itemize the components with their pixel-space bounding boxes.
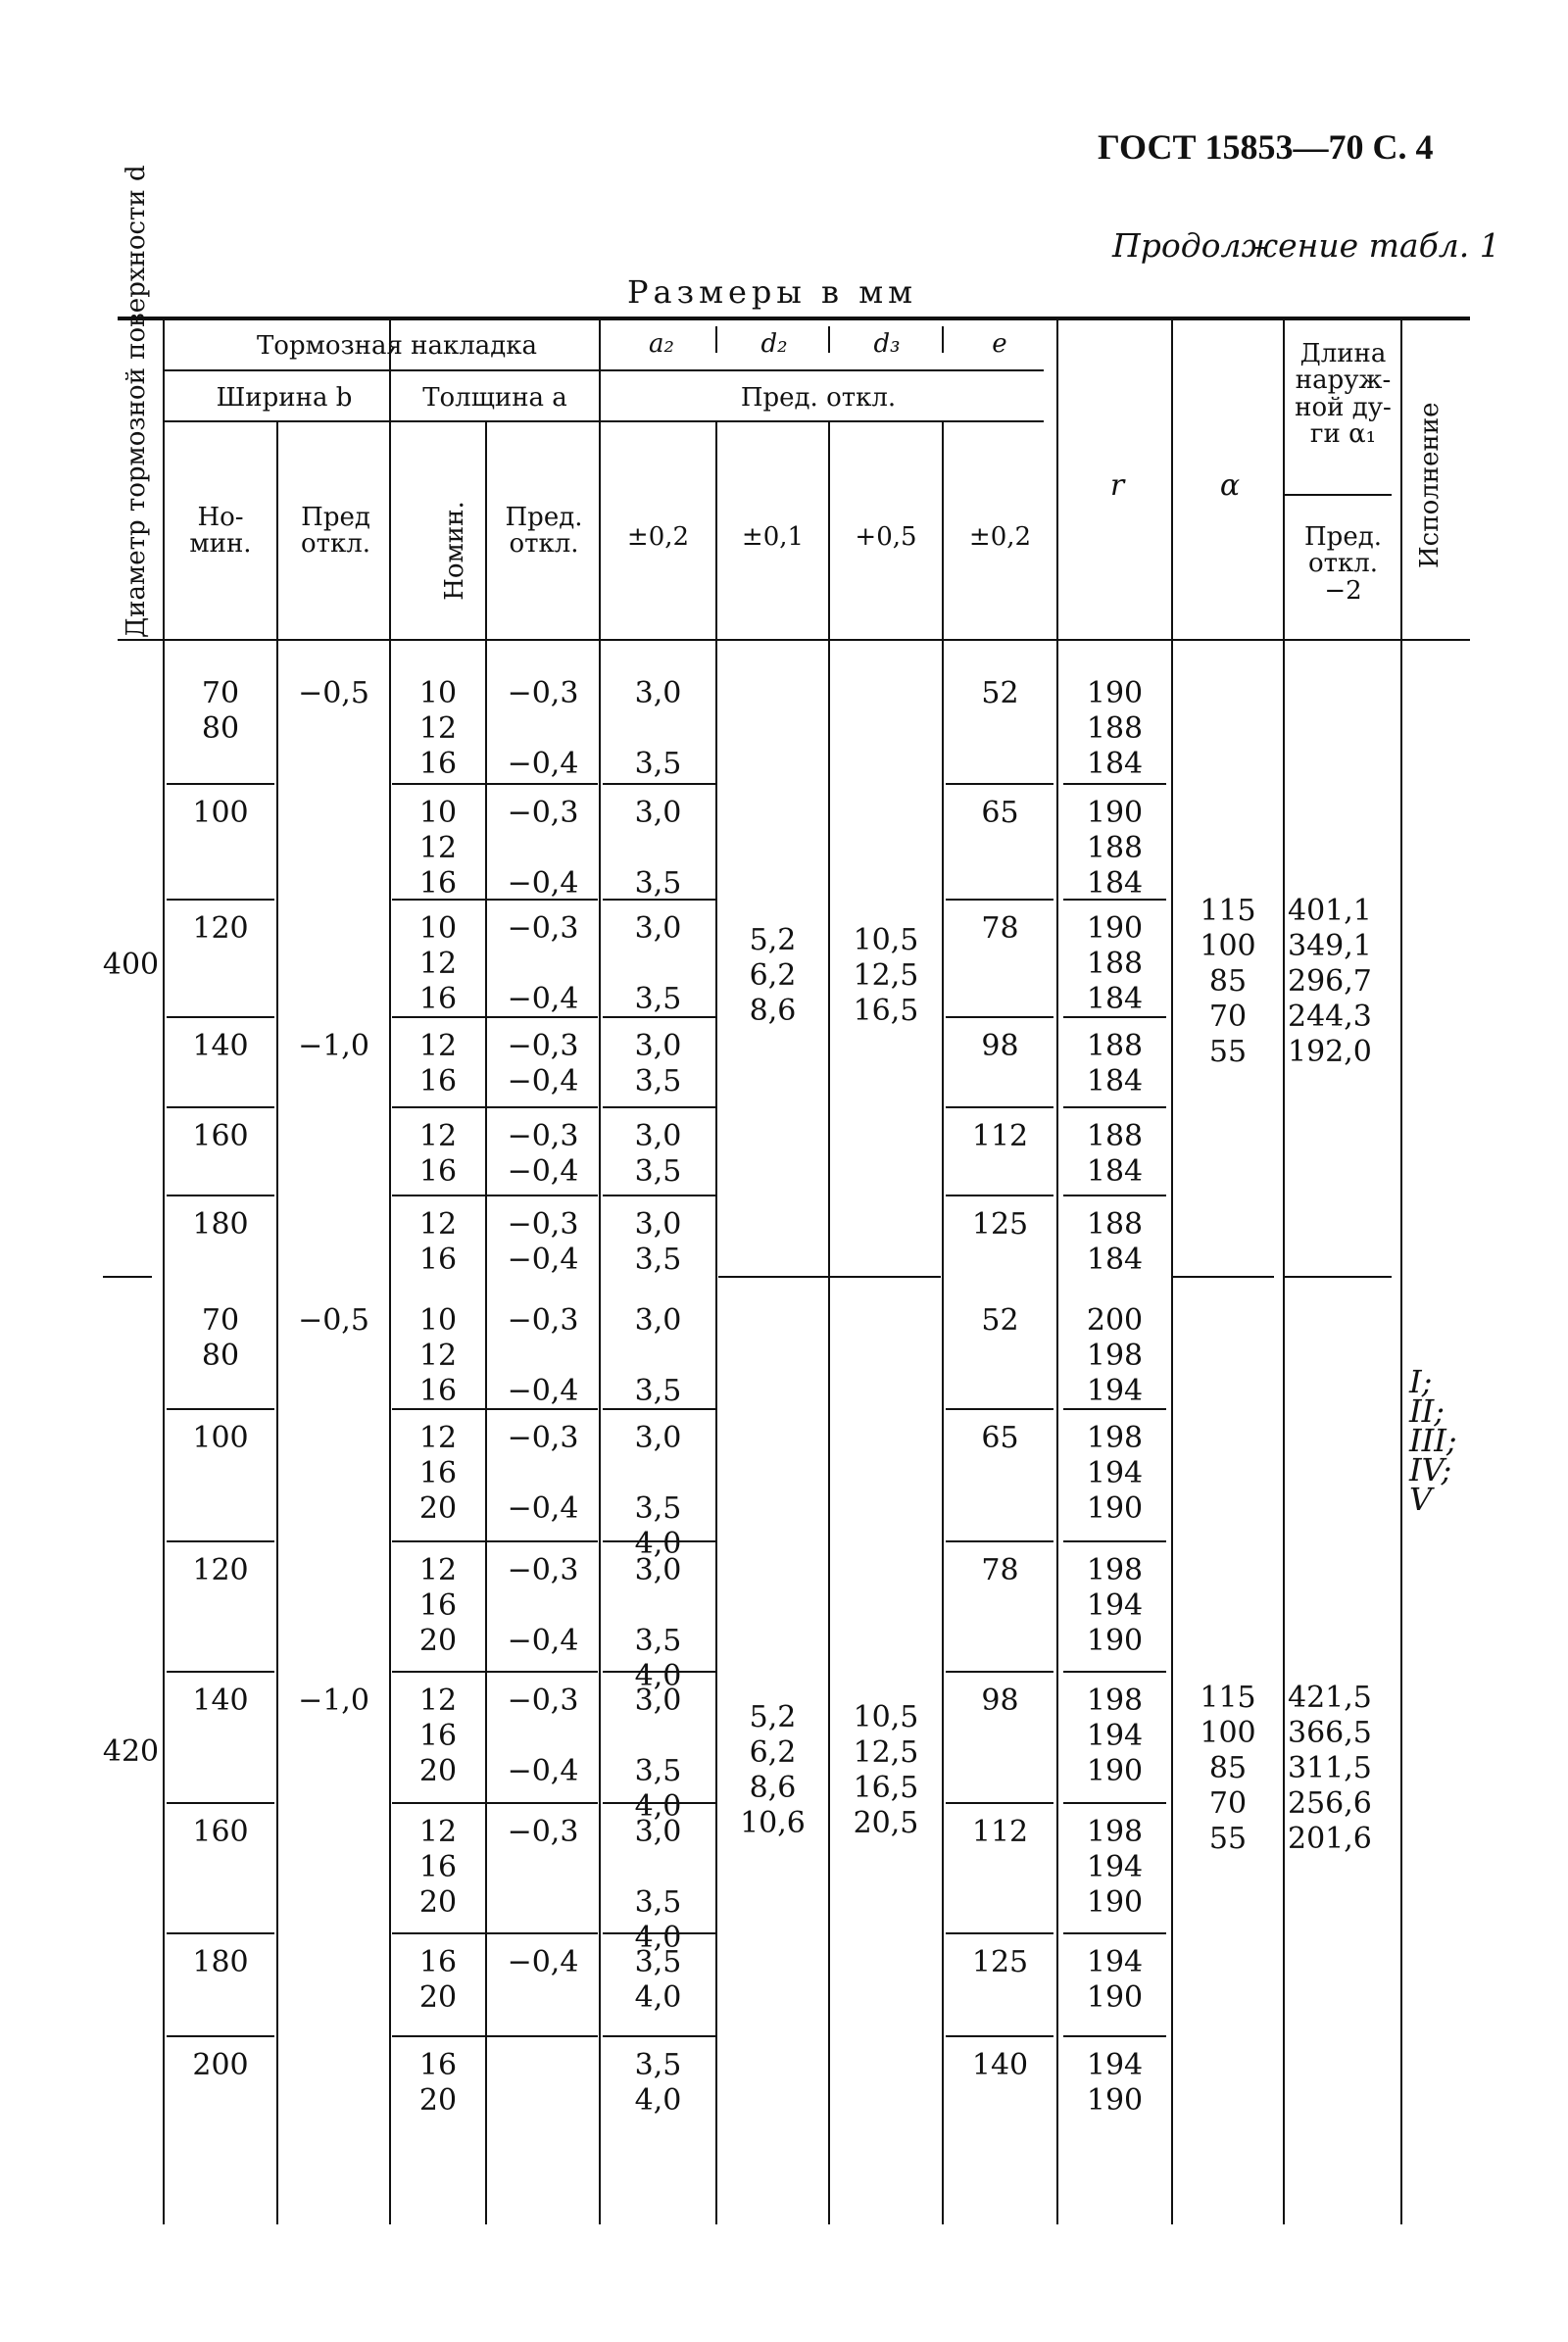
r-values: 194 190 bbox=[1086, 2048, 1144, 2118]
thickness-nominal: 12 16 20 bbox=[418, 1683, 458, 1788]
tol-a2: ±0,2 bbox=[626, 522, 690, 552]
d2-values: 5,2 6,2 8,6 bbox=[749, 922, 797, 1028]
e-value: 98 bbox=[981, 1683, 1019, 1718]
diameter-value: 400 bbox=[102, 947, 160, 982]
width-deviation: −0,5 bbox=[298, 676, 369, 710]
width-deviation: −1,0 bbox=[298, 1683, 369, 1718]
r-values: 200 198 194 bbox=[1086, 1303, 1144, 1408]
thickness-nominal: 12 16 20 bbox=[418, 1421, 458, 1526]
e-value: 140 bbox=[971, 2048, 1029, 2082]
a2-value: 3,0 3,5 4,0 bbox=[634, 1815, 682, 1955]
width-nominal: 120 bbox=[192, 911, 249, 946]
d3-values: 10,5 12,5 16,5 20,5 bbox=[853, 1700, 919, 1840]
col-dev: Пред откл. bbox=[300, 503, 371, 560]
d2-values: 5,2 6,2 8,6 10,6 bbox=[740, 1700, 806, 1840]
a2-value: 3,0 3,5 4,0 bbox=[634, 1421, 682, 1561]
col-d3: d₃ bbox=[873, 329, 901, 359]
e-value: 65 bbox=[981, 796, 1019, 830]
width-nominal: 70 80 bbox=[201, 676, 240, 746]
col-pred-otkl: Пред. откл. bbox=[740, 383, 897, 413]
r-values: 188 184 bbox=[1086, 1207, 1144, 1277]
a2-value: 3,5 4,0 bbox=[634, 1945, 682, 2015]
thickness-deviation: −0,3 bbox=[507, 1815, 579, 1849]
thickness-deviation: −0,3 −0,4 bbox=[507, 796, 579, 901]
thickness-deviation: −0,3 −0,4 bbox=[507, 911, 579, 1016]
width-nominal: 100 bbox=[192, 1421, 249, 1455]
col-d2: d₂ bbox=[760, 329, 788, 359]
r-values: 198 194 190 bbox=[1086, 1683, 1144, 1788]
thickness-nominal: 10 12 16 bbox=[418, 676, 458, 781]
col-width: Ширина b bbox=[216, 383, 353, 413]
tol-e: ±0,2 bbox=[968, 522, 1032, 552]
col-alpha: α bbox=[1219, 468, 1241, 503]
thickness-nominal: 10 12 16 bbox=[418, 1303, 458, 1408]
length-values: 401,1 349,1 296,7 244,3 192,0 bbox=[1288, 893, 1372, 1069]
r-values: 188 184 bbox=[1086, 1029, 1144, 1098]
r-values: 190 188 184 bbox=[1086, 911, 1144, 1016]
thickness-nominal: 10 12 16 bbox=[418, 911, 458, 1016]
e-value: 112 bbox=[971, 1119, 1029, 1153]
e-value: 65 bbox=[981, 1421, 1019, 1455]
a2-value: 3,0 3,5 bbox=[634, 911, 682, 1016]
a2-value: 3,0 3,5 bbox=[634, 676, 682, 781]
col-r: r bbox=[1109, 468, 1125, 503]
width-nominal: 180 bbox=[192, 1945, 249, 1979]
width-nominal: 140 bbox=[192, 1029, 249, 1063]
width-nominal: 140 bbox=[192, 1683, 249, 1718]
e-value: 98 bbox=[981, 1029, 1019, 1063]
e-value: 78 bbox=[981, 911, 1019, 946]
r-values: 194 190 bbox=[1086, 1945, 1144, 2015]
a2-value: 3,0 3,5 bbox=[634, 1207, 682, 1277]
col-diameter: Диаметр тормозной поверхности d bbox=[122, 165, 151, 638]
thickness-deviation: −0,3 −0,4 bbox=[507, 1553, 579, 1658]
a2-value: 3,5 4,0 bbox=[634, 2048, 682, 2118]
col-ispolnenie: Исполнение bbox=[1415, 402, 1445, 568]
width-nominal: 70 80 bbox=[201, 1303, 240, 1373]
e-value: 125 bbox=[971, 1945, 1029, 1979]
col-nom: Но-мин. bbox=[189, 503, 252, 560]
width-nominal: 160 bbox=[192, 1119, 249, 1153]
a2-value: 3,0 3,5 bbox=[634, 796, 682, 901]
alpha-values: 115 100 85 70 55 bbox=[1200, 893, 1256, 1069]
a2-value: 3,0 3,5 4,0 bbox=[634, 1553, 682, 1693]
width-nominal: 100 bbox=[192, 796, 249, 830]
a2-value: 3,0 3,5 bbox=[634, 1303, 682, 1408]
a2-value: 3,0 3,5 4,0 bbox=[634, 1683, 682, 1824]
col-dev2: Пред. откл. bbox=[505, 503, 583, 560]
e-value: 78 bbox=[981, 1553, 1019, 1587]
thickness-nominal: 10 12 16 bbox=[418, 796, 458, 901]
thickness-deviation: −0,3 −0,4 bbox=[507, 1029, 579, 1098]
thickness-nominal: 16 20 bbox=[418, 1945, 458, 2015]
thickness-deviation: −0,4 bbox=[507, 1945, 579, 1979]
width-nominal: 160 bbox=[192, 1815, 249, 1849]
r-values: 198 194 190 bbox=[1086, 1553, 1144, 1658]
col-lining: Тормозная накладка bbox=[256, 331, 538, 361]
a2-value: 3,0 3,5 bbox=[634, 1029, 682, 1098]
width-deviation: −1,0 bbox=[298, 1029, 369, 1063]
diameter-value: 420 bbox=[102, 1734, 160, 1769]
thickness-deviation: −0,3 −0,4 bbox=[507, 1421, 579, 1526]
width-nominal: 180 bbox=[192, 1207, 249, 1242]
tol-d2: ±0,1 bbox=[741, 522, 805, 552]
col-a2: a₂ bbox=[649, 329, 674, 359]
thickness-nominal: 12 16 20 bbox=[418, 1815, 458, 1920]
dimensions-note: Размеры в мм bbox=[627, 273, 917, 311]
e-value: 52 bbox=[981, 676, 1019, 710]
r-values: 188 184 bbox=[1086, 1119, 1144, 1189]
thickness-deviation: −0,3 −0,4 bbox=[507, 1683, 579, 1788]
length-values: 421,5 366,5 311,5 256,6 201,6 bbox=[1288, 1681, 1372, 1856]
e-value: 112 bbox=[971, 1815, 1029, 1849]
table-continuation: Продолжение табл. 1 bbox=[1112, 226, 1500, 265]
document-number: ГОСТ 15853—70 С. 4 bbox=[1098, 127, 1434, 167]
ispolnenie-values: I; II; III; IV; V bbox=[1409, 1363, 1457, 1518]
col-nom-rot: Номин. bbox=[440, 501, 469, 601]
width-deviation: −0,5 bbox=[298, 1303, 369, 1338]
thickness-deviation: −0,3 −0,4 bbox=[507, 676, 579, 781]
width-nominal: 200 bbox=[192, 2048, 249, 2082]
thickness-deviation: −0,3 −0,4 bbox=[507, 1119, 579, 1189]
a2-value: 3,0 3,5 bbox=[634, 1119, 682, 1189]
d3-values: 10,5 12,5 16,5 bbox=[853, 922, 919, 1028]
alpha-values: 115 100 85 70 55 bbox=[1200, 1681, 1256, 1856]
thickness-nominal: 16 20 bbox=[418, 2048, 458, 2118]
width-nominal: 120 bbox=[192, 1553, 249, 1587]
thickness-nominal: 12 16 bbox=[418, 1119, 458, 1189]
r-values: 190 188 184 bbox=[1086, 796, 1144, 901]
r-values: 198 194 190 bbox=[1086, 1815, 1144, 1920]
thickness-nominal: 12 16 bbox=[418, 1029, 458, 1098]
e-value: 52 bbox=[981, 1303, 1019, 1338]
thickness-nominal: 12 16 bbox=[418, 1207, 458, 1277]
thickness-deviation: −0,3 −0,4 bbox=[507, 1207, 579, 1277]
r-values: 198 194 190 bbox=[1086, 1421, 1144, 1526]
e-value: 125 bbox=[971, 1207, 1029, 1242]
col-e: e bbox=[992, 329, 1007, 359]
col-length-dev: Пред. откл. −2 bbox=[1304, 522, 1382, 606]
col-thickness: Толщина a bbox=[422, 383, 567, 413]
col-length: Длина наруж-ной ду-ги α₁ bbox=[1295, 339, 1392, 449]
tol-d3: +0,5 bbox=[855, 522, 917, 552]
thickness-nominal: 12 16 20 bbox=[418, 1553, 458, 1658]
r-values: 190 188 184 bbox=[1086, 676, 1144, 781]
thickness-deviation: −0,3 −0,4 bbox=[507, 1303, 579, 1408]
